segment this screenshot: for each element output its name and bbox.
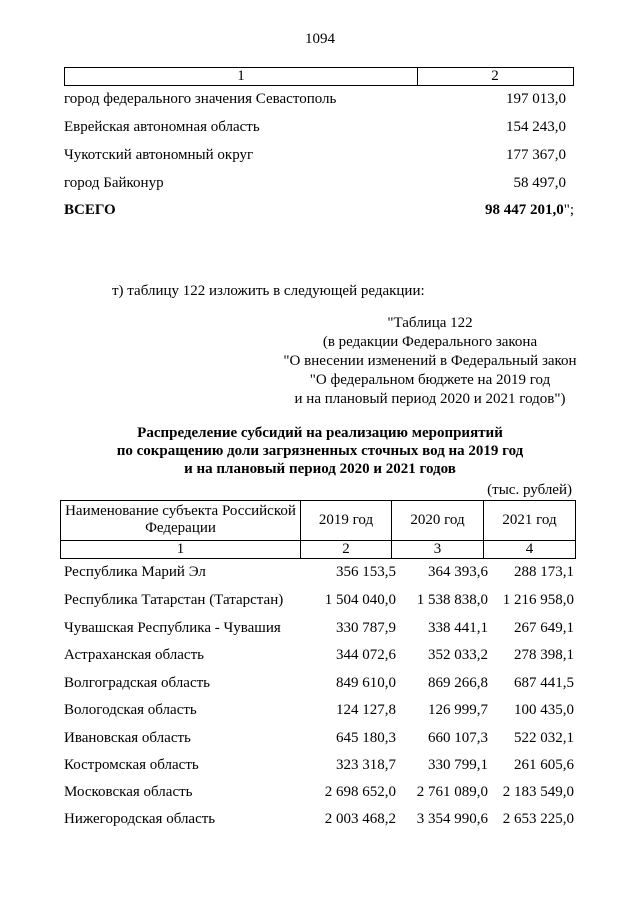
- region-value: 197 013,0: [506, 91, 566, 107]
- header-name-line: Наименование субъекта Российской: [65, 503, 296, 519]
- value-2019: 2 698 652,0: [324, 784, 396, 800]
- region-value: 154 243,0: [506, 119, 566, 135]
- title-line: Распределение субсидий на реализацию мероприятий: [137, 425, 503, 441]
- value-2021: 278 398,1: [514, 647, 574, 663]
- value-2019: 330 787,9: [336, 620, 396, 636]
- prev-table-row: [64, 147, 574, 167]
- table-header: [60, 500, 576, 560]
- value-2020: 2 761 089,0: [416, 784, 488, 800]
- table-row: [60, 811, 576, 831]
- value-2021: 261 605,6: [514, 757, 574, 773]
- title-line: и на плановый период 2020 и 2021 годов: [184, 461, 456, 477]
- region-name: Республика Татарстан (Татарстан): [64, 592, 284, 608]
- value-2019: 344 072,6: [336, 647, 396, 663]
- value-2020: 330 799,1: [428, 757, 488, 773]
- region-name: Еврейская автономная область: [64, 119, 260, 135]
- region-value: 58 497,0: [513, 175, 566, 191]
- title-line: по сокращению доли загрязненных сточных вод на 2019 год: [116, 443, 524, 459]
- region-value: 177 367,0: [506, 147, 566, 163]
- value-2019: 323 318,7: [336, 757, 396, 773]
- region-name: Республика Марий Эл: [64, 564, 206, 580]
- page-number: 1094: [305, 31, 335, 47]
- region-name: Ивановская область: [64, 730, 191, 746]
- prev-table-row: [64, 91, 574, 111]
- table-caption: [265, 314, 595, 409]
- col-number-3: 3: [391, 540, 484, 559]
- prev-table-header: [64, 67, 574, 86]
- prev-table-total-row: [64, 202, 574, 222]
- region-name: город федерального значения Севастополь: [64, 91, 337, 107]
- caption-line: (в редакции Федерального закона: [322, 334, 538, 350]
- table-row: [60, 620, 576, 640]
- value-2020: 869 266,8: [428, 675, 488, 691]
- value-2020: 352 033,2: [428, 647, 488, 663]
- table-row: [60, 702, 576, 722]
- table-row: [60, 757, 576, 777]
- total-label: ВСЕГО: [64, 202, 116, 218]
- caption-line: "О федеральном бюджете на 2019 год: [309, 372, 551, 388]
- region-name: Костромская область: [64, 757, 199, 773]
- value-2020: 364 393,6: [428, 564, 488, 580]
- header-name: [61, 501, 300, 537]
- value-2021: 100 435,0: [514, 702, 574, 718]
- region-name: Чувашская Республика - Чувашия: [64, 620, 281, 636]
- value-2021: 288 173,1: [514, 564, 574, 580]
- value-2021: 267 649,1: [514, 620, 574, 636]
- value-2020: 3 354 990,6: [416, 811, 488, 827]
- value-2021: 522 032,1: [514, 730, 574, 746]
- value-2020: 1 538 838,0: [416, 592, 488, 608]
- instruction-text: т) таблицу 122 изложить в следующей редакции:: [112, 283, 425, 299]
- region-name: Астраханская область: [64, 647, 204, 663]
- prev-table-row: [64, 175, 574, 195]
- value-2021: 687 441,5: [514, 675, 574, 691]
- value-2021: 2 653 225,0: [502, 811, 574, 827]
- value-2019: 124 127,8: [336, 702, 396, 718]
- caption-line: "Таблица 122: [387, 315, 473, 331]
- value-2019: 1 504 040,0: [324, 592, 396, 608]
- value-2019: 849 610,0: [336, 675, 396, 691]
- value-2021: 2 183 549,0: [502, 784, 574, 800]
- total-amount: 98 447 201,0: [484, 202, 564, 218]
- value-2020: 660 107,3: [428, 730, 488, 746]
- header-2020: 2020 год: [391, 500, 484, 541]
- prev-table-col-2: 2: [491, 68, 499, 84]
- region-name: Волгоградская область: [64, 675, 210, 691]
- region-name: Чукотский автономный округ: [64, 147, 254, 163]
- value-2019: 645 180,3: [336, 730, 396, 746]
- col-number-4: 4: [483, 540, 576, 559]
- region-name: город Байконур: [64, 175, 164, 191]
- value-2020: 126 999,7: [428, 702, 488, 718]
- units-label: (тыс. рублей): [487, 482, 572, 498]
- table-row: [60, 675, 576, 695]
- total-value: [485, 202, 574, 219]
- value-2021: 1 216 958,0: [502, 592, 574, 608]
- total-suffix: ";: [563, 202, 574, 218]
- prev-table-col-1: 1: [65, 68, 418, 85]
- prev-table-row: [64, 119, 574, 139]
- header-2021: 2021 год: [483, 500, 576, 541]
- header-2019: 2019 год: [300, 500, 392, 541]
- col-number-2: 2: [300, 540, 392, 559]
- region-name: Вологодская область: [64, 702, 197, 718]
- caption-line: "О внесении изменений в Федеральный закон: [283, 353, 577, 369]
- value-2019: 356 153,5: [336, 564, 396, 580]
- value-2020: 338 441,1: [428, 620, 488, 636]
- table-title: [60, 424, 580, 478]
- table-row: [60, 647, 576, 667]
- region-name: Московская область: [64, 784, 193, 800]
- col-number-1: 1: [60, 540, 301, 559]
- table-row: [60, 730, 576, 750]
- caption-line: и на плановый период 2020 и 2021 годов"): [294, 391, 566, 407]
- table-row: [60, 784, 576, 804]
- region-name: Нижегородская область: [64, 811, 216, 827]
- table-row: [60, 564, 576, 584]
- table-row: [60, 592, 576, 612]
- header-name-line: Федерации: [145, 520, 216, 536]
- value-2019: 2 003 468,2: [324, 811, 396, 827]
- header-name-cell: [60, 500, 301, 541]
